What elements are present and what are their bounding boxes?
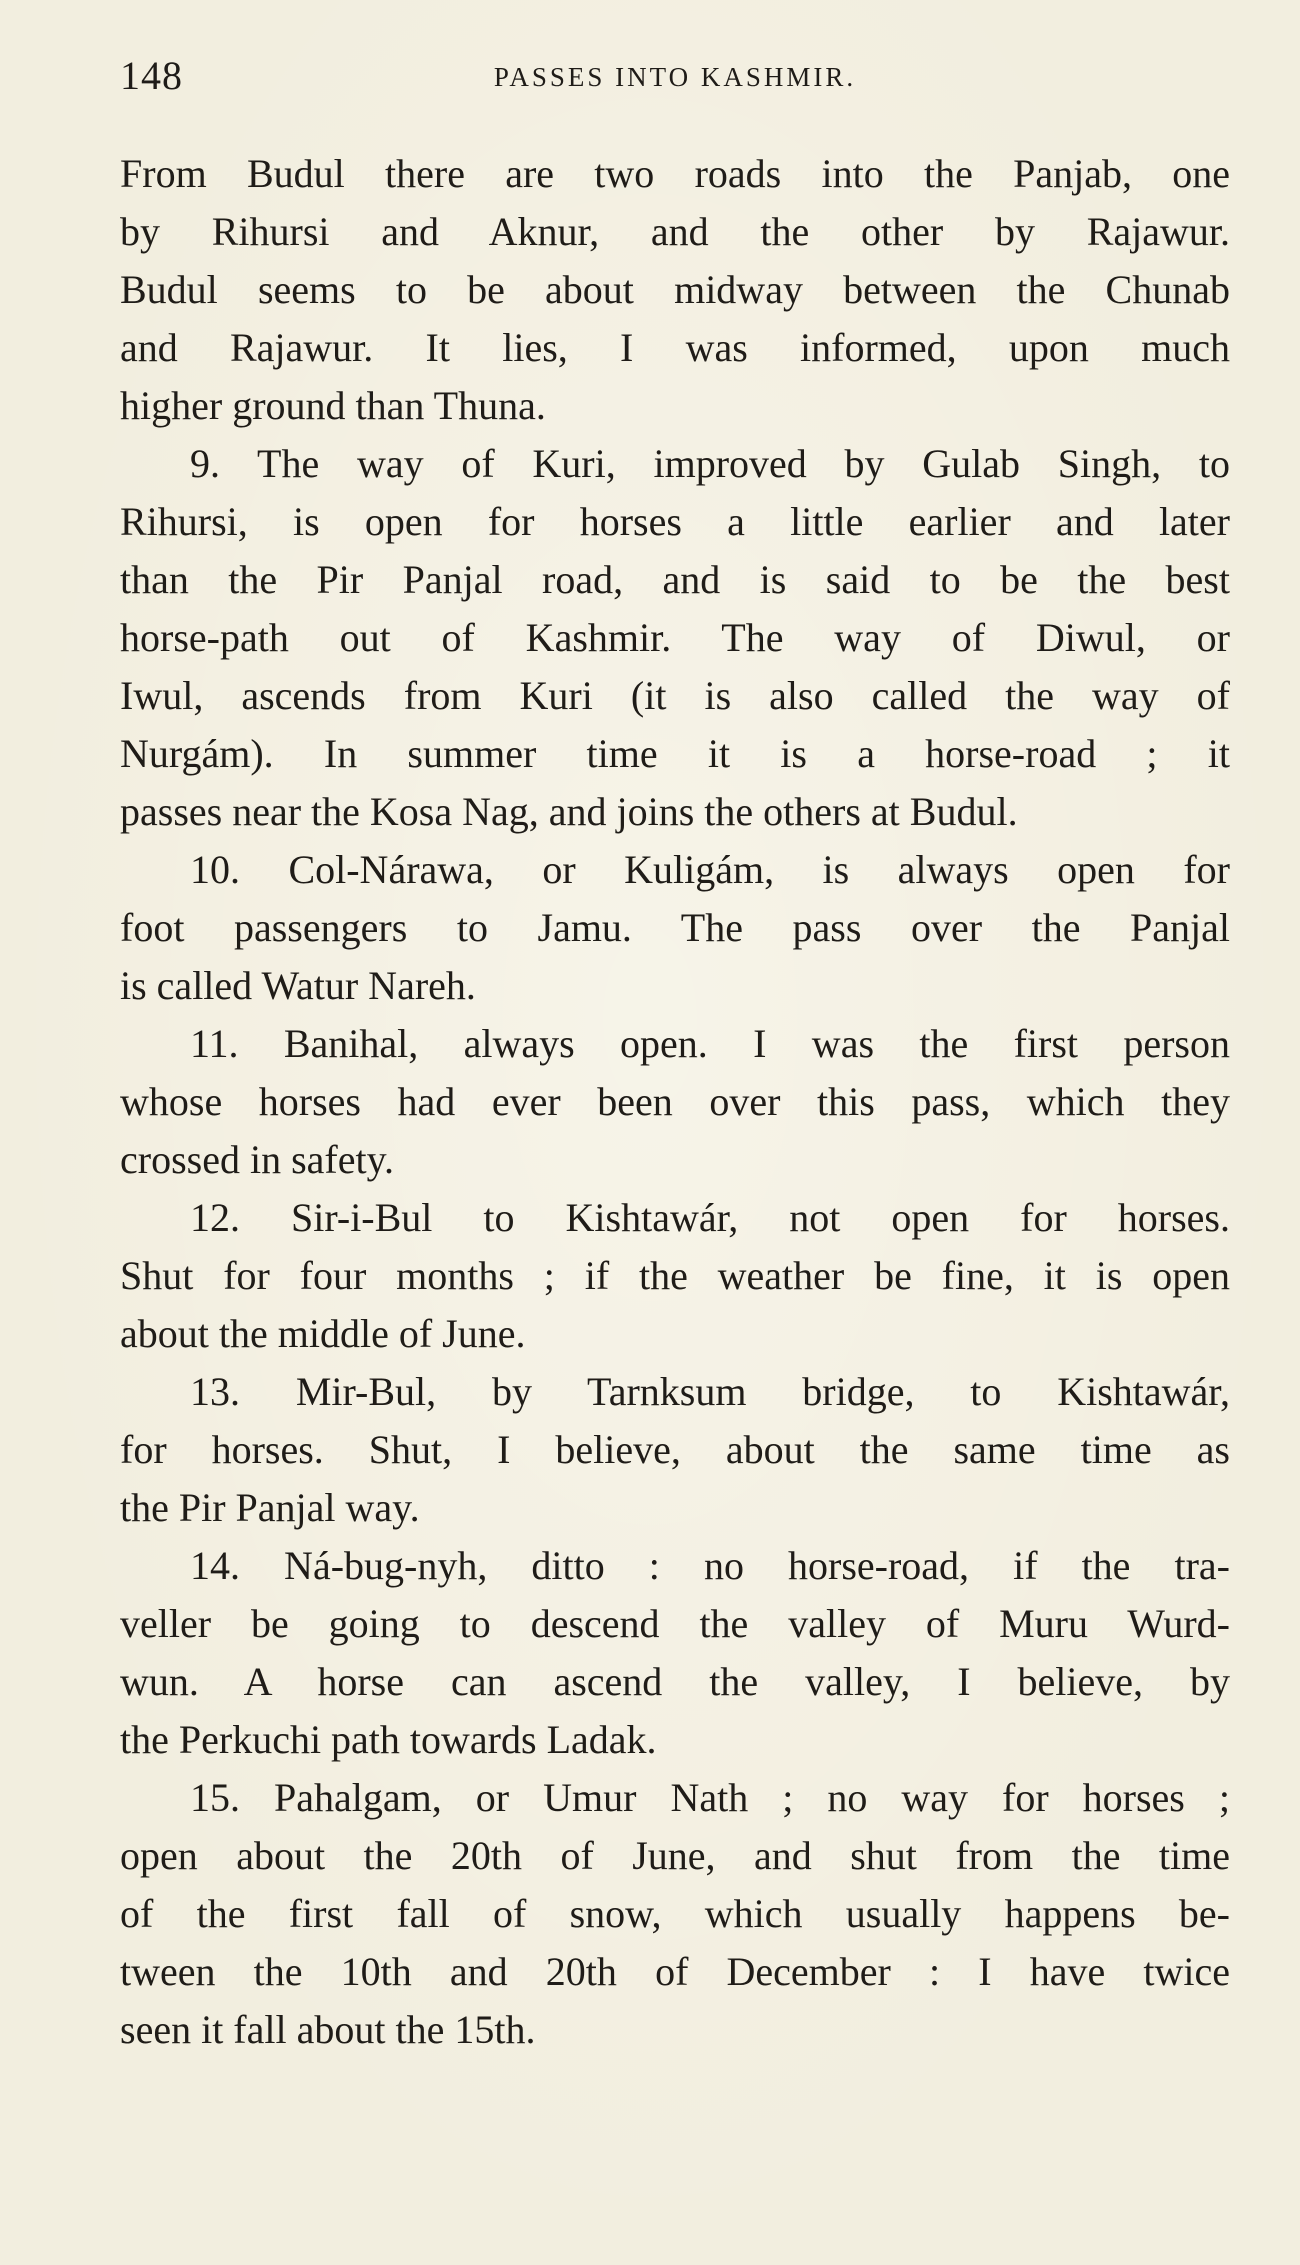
text-line: Budul seems to be about midway between the Chunab xyxy=(120,267,1230,312)
text-line: open about the 20th of June, and shut from the time xyxy=(120,1833,1230,1878)
text-line: of the first fall of snow, which usually happens be- xyxy=(120,1891,1230,1936)
page-number: 148 xyxy=(120,53,183,98)
text-line: 13. Mir-Bul, by Tarnksum bridge, to Kishtawár, xyxy=(190,1369,1230,1414)
text-line: about the middle of June. xyxy=(120,1311,526,1356)
text-line: Iwul, ascends from Kuri (it is also called the way of xyxy=(120,673,1230,718)
text-line: 11. Banihal, always open. I was the first person xyxy=(190,1021,1230,1066)
text-line: the Perkuchi path towards Ladak. xyxy=(120,1717,657,1762)
body-text xyxy=(120,145,1230,2059)
text-line: wun. A horse can ascend the valley, I believe, by xyxy=(120,1659,1230,1704)
text-line: 10. Col-Nárawa, or Kuligám, is always open for xyxy=(190,847,1230,892)
text-line: 14. Ná-bug-nyh, ditto : no horse-road, if the tra- xyxy=(190,1543,1230,1588)
text-line: 15. Pahalgam, or Umur Nath ; no way for horses ; xyxy=(190,1775,1230,1820)
text-line: for horses. Shut, I believe, about the same time as xyxy=(120,1427,1230,1472)
text-line: From Budul there are two roads into the Panjab, one xyxy=(120,151,1230,196)
text-line: passes near the Kosa Nag, and joins the others at Budul. xyxy=(120,789,1018,834)
text-line: is called Watur Nareh. xyxy=(120,963,476,1008)
text-line: veller be going to descend the valley of Muru Wurd- xyxy=(120,1601,1230,1646)
text-line: Shut for four months ; if the weather be fine, it is open xyxy=(120,1253,1230,1298)
text-line: seen it fall about the 15th. xyxy=(120,2007,536,2052)
running-title: PASSES INTO KASHMIR. xyxy=(493,62,857,92)
text-line: and Rajawur. It lies, I was informed, upon much xyxy=(120,325,1230,370)
text-line: crossed in safety. xyxy=(120,1137,394,1182)
text-line: foot passengers to Jamu. The pass over the Panjal xyxy=(120,905,1230,950)
running-head xyxy=(120,52,1230,102)
text-line: horse-path out of Kashmir. The way of Diwul, or xyxy=(120,615,1230,660)
text-line: tween the 10th and 20th of December : I have twice xyxy=(120,1949,1230,1994)
text-line: Nurgám). In summer time it is a horse-road ; it xyxy=(120,731,1230,776)
text-line: 9. The way of Kuri, improved by Gulab Singh, to xyxy=(190,441,1230,486)
text-line: the Pir Panjal way. xyxy=(120,1485,420,1530)
text-line: whose horses had ever been over this pass, which they xyxy=(120,1079,1230,1124)
text-line: Rihursi, is open for horses a little earlier and later xyxy=(120,499,1230,544)
text-line: 12. Sir-i-Bul to Kishtawár, not open for horses. xyxy=(190,1195,1230,1240)
text-line: than the Pir Panjal road, and is said to be the best xyxy=(120,557,1230,602)
text-line: by Rihursi and Aknur, and the other by Rajawur. xyxy=(120,209,1230,254)
text-line: higher ground than Thuna. xyxy=(120,383,546,428)
